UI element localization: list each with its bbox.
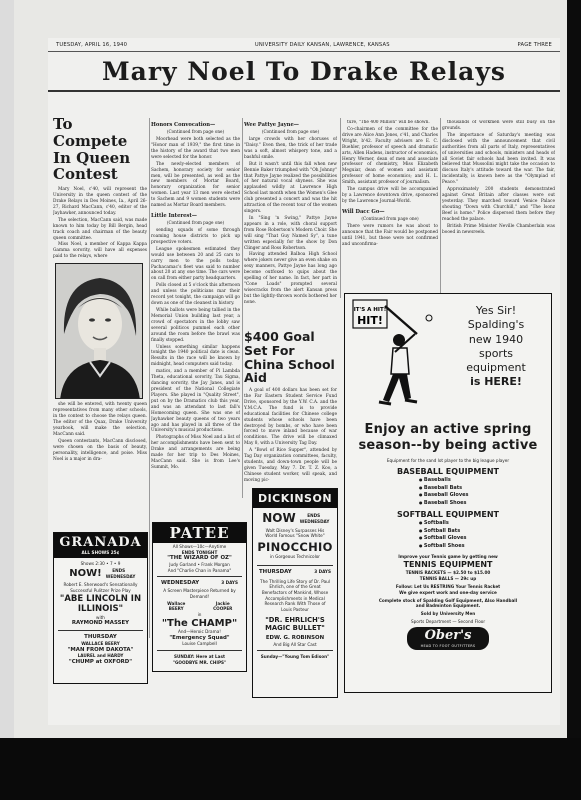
divider xyxy=(257,650,333,651)
baseball-illustration xyxy=(345,294,441,420)
story-subhead: Little Interest— xyxy=(151,213,197,220)
patee-days: 3 DAYS xyxy=(221,580,238,586)
story-subhead: Wee Pattye Jayne— xyxy=(244,122,299,128)
continued-note: (Continued from page one) xyxy=(361,216,419,222)
header-date: TUESDAY, APRIL 16, 1940 xyxy=(56,42,128,48)
dickinson-credit: Walt Disney's Surpasses His World Famous "Snow White" xyxy=(265,527,325,539)
story-paragraph: Approximately 200 students demonstrated against Great Britain after classes were out yesterday. They marched toward Venice Palace shouting "Down with Churchill," and "The Isonz Beef is home." Police dispersed them before they reached the palace. xyxy=(442,187,555,222)
lead-story xyxy=(53,116,147,534)
obers-sports-line: sports xyxy=(478,346,513,360)
column-five xyxy=(442,120,555,304)
divider xyxy=(257,565,333,566)
dickinson-theater-ad xyxy=(252,488,338,698)
obers-sporting-goods-ad xyxy=(344,293,552,693)
list-item: ● Softball Bats xyxy=(419,528,551,536)
patee-cast-2: And "Charlie Chan in Panama" xyxy=(167,567,232,573)
granada-times: Shows 2:30 • 7 • 9 xyxy=(80,560,121,566)
obers-improve: Improve your Tennis game by getting new xyxy=(398,554,498,560)
batter-icon xyxy=(345,294,441,420)
obers-tennis-heading: TENNIS EQUIPMENT xyxy=(403,559,493,569)
obers-service: We give expert work and one-day service xyxy=(399,589,497,595)
newspaper-page xyxy=(48,38,560,725)
story-paragraph: Miss Noel, a member of Kappa Kappa Gamma sorority, will have all expenses paid to the relays, where xyxy=(53,242,147,260)
story-paragraph: ture, "The 400 Million" will be shown. xyxy=(347,120,430,125)
obers-logo xyxy=(407,627,489,649)
story-paragraph: While ballots were being tallied in the Memorial Union building last year, a crowd of spectators in the lobby saw several politicos pummel each other around the room before the brawl was finally stopped. xyxy=(151,307,240,343)
story-paragraph: Mary Noel, c'40, will represent the University in the queen contest of the Drake Relays in Des Moines, Ia., April 26-27, Richard MacCann, c'40, editor of the Jayhawker, announced today. xyxy=(53,187,147,216)
column-rule xyxy=(149,118,150,638)
column-rule xyxy=(440,118,441,298)
granada-star: RAYMOND MASSEY xyxy=(71,620,130,627)
story-paragraph: Queen contestants, MacCann disclosed, were chosen on the basis of beauty, personality, intelligence, and poise. Miss Noel is a major in dra- xyxy=(53,438,147,462)
column-rule xyxy=(340,118,341,298)
obers-balls: TENNIS BALLS — 29c up xyxy=(419,575,477,581)
obers-golf: Complete stock of Spalding Golf Equipment, Also Handball and Badminton Equipment. xyxy=(378,597,518,609)
header-page: PAGE THREE xyxy=(517,42,552,48)
story-paragraph: Moorhead were both selected as the "Honor man of 1939," the first time in the history of the award that two men were selected for the honor. xyxy=(151,136,240,160)
page-header xyxy=(48,38,560,52)
patee-title-1: "THE WIZARD OF OZ" xyxy=(167,555,232,562)
story-paragraph: she will be entered, with twenty queen representatives from many other schools, in the contest to choose the relays queen. The editor of the Quax, Drake University yearbook, will make the selection, MacCann said. xyxy=(53,402,147,437)
list-item: ● Baseballs xyxy=(419,477,551,485)
dickinson-star: EDW. G. ROBINSON xyxy=(265,634,325,641)
story-paragraph: Photographs of Miss Noel and a list of her accomplishments have been sent to Drake and arrangements are being made for her trip to Des Moines, MacCann said. She is from Lee's Summit, Mo. xyxy=(151,435,240,470)
portrait-photo xyxy=(55,263,143,399)
patee-second-feature: And—Heroic Drama! xyxy=(178,629,221,635)
obers-department: Sports Department — Second Floor xyxy=(410,618,486,624)
obers-year-line: new 1940 xyxy=(468,332,524,346)
softball-list xyxy=(345,520,551,550)
obers-logo-text: Ober's xyxy=(424,628,472,644)
dickinson-title: PINOCCHIO xyxy=(257,540,333,555)
dickinson-title-2: "DR. EHRLICH'S MAGIC BULLET" xyxy=(265,615,325,633)
divider xyxy=(157,576,242,577)
obers-baseball-heading: BASEBALL EQUIPMENT xyxy=(397,467,499,477)
microfilm-page xyxy=(14,0,567,738)
obers-restring: Follow: Let Us RESTRING Your Tennis Racket xyxy=(395,584,501,590)
story-paragraph: British Prime Minister Neville Chamberlain was booed in newsreels. xyxy=(442,223,555,235)
obers-yes-sir: Yes Sir! xyxy=(475,304,517,317)
granada-title-3: "CHUMP at OXFORD" xyxy=(68,658,133,665)
list-item: ● Baseball Bats xyxy=(419,485,551,493)
granada-ends: ENDS WEDNESDAY xyxy=(105,568,136,580)
dickinson-ends: ENDS WEDNESDAY xyxy=(299,513,330,524)
list-item: ● Baseball Shoes xyxy=(419,500,551,508)
granada-star-2: WALLACE BEERY xyxy=(81,640,120,646)
list-item: ● Softball Gloves xyxy=(419,535,551,543)
patee-title-3: "Emergency Squad" xyxy=(169,634,230,641)
granada-title: "ABE LINCOLN IN ILLINOIS" xyxy=(59,594,142,614)
story-subhead: Honors Convocation— xyxy=(151,122,216,128)
obers-here-line: is HERE! xyxy=(470,375,522,389)
patee-theater-ad xyxy=(152,522,247,672)
patee-wednesday: WEDNESDAY xyxy=(161,580,200,587)
patee-title-2: "The CHAMP" xyxy=(161,617,238,629)
story-paragraph: The newly-elected members of Sachem, honorary society for senior men, will be presented, as well as the new members of Mortar Board, honorary organization for senior women. Last year 13 men were elected to Sachem and 9 women students were named as Mortar Board members. xyxy=(151,161,240,209)
dickinson-name: DICKINSON xyxy=(253,489,337,508)
story-paragraph: Unless something similar happens tonight the 1940 political date is clean. Results in the race will be known by midnight, head computers said today. xyxy=(151,344,240,368)
list-item: ● Baseball Gloves xyxy=(419,492,551,500)
column-four xyxy=(342,120,438,304)
dickinson-now: NOW xyxy=(262,511,296,525)
patee-cast-1: Judy Garland • Frank Morgan xyxy=(169,562,230,568)
granada-theater-ad xyxy=(53,532,148,684)
dickinson-tech: in Gorgeous Technicolor xyxy=(269,554,321,560)
obers-sold-by: Sold by University Men xyxy=(420,610,476,616)
story-paragraph: matics, and a member of Pi Lambda Theta, educational sorority, Tau Sigma, dancing sorority, the Jay Janes, and is president of the National Collegiate Players. She played in "Quality Street", put on by the Dramatics club this year, and was an attendant to last fall's Homecoming queen. She was one of Jayhawker beauty queens of two years ago and has played in all three of the University's musical productions. xyxy=(151,369,240,434)
microfilm-border xyxy=(0,738,581,800)
dickinson-cast: And Big All Star Cast xyxy=(273,641,317,647)
story-paragraph: The selection, MacCann said, was made known to him today by Bill Bergin, head track coach and chairman of the beauty queen committee. xyxy=(53,217,147,241)
divider xyxy=(157,650,242,651)
patee-title-4: "GOODBYE MR. CHIPS" xyxy=(172,659,227,665)
story-paragraph: The campus drive will be accompanied by a Lawrence downtown drive, sponsored by the Lawrence Journal-World. xyxy=(342,187,438,204)
granada-price: ALL SHOWS 25¢ xyxy=(54,550,147,558)
header-paper: UNIVERSITY DAILY KANSAN, LAWRENCE, KANSAS xyxy=(254,42,390,48)
continued-note: (Continued from page one) xyxy=(261,129,320,135)
column-rule xyxy=(242,118,243,498)
dickinson-thursday: THURSDAY xyxy=(259,569,292,576)
patee-name: PATEE xyxy=(153,523,246,543)
story-paragraph: sending squads of some through roaming house districts to pick up prospective voters. xyxy=(151,228,240,245)
column-two xyxy=(151,120,240,552)
patee-in: in xyxy=(197,611,202,617)
portrait-image xyxy=(56,264,143,399)
binding-rail xyxy=(0,0,14,738)
granada-name: GRANADA xyxy=(54,533,147,550)
lead-story-headline: To Compete In Queen Contest xyxy=(53,116,131,184)
granada-title-2: "MAN FROM DAKOTA" xyxy=(67,646,134,653)
story-paragraph: A goal of 400 dollars has been set for the Far Eastern Student Service Fund Drive, sponsored by the Y.W. C.A. and the Y.M.C.A. The fund is to provide educational facilities for Chinese college students whose schools have been destroyed by bombs, or who have been forced to move inland because of war conditions. The drive will be climaxed May 8, with a University Tag Day. xyxy=(244,388,337,447)
granada-credit: Robert E. Sherwood's Sensationally Successful Pulitzer Prize Play xyxy=(63,581,138,593)
dickinson-sunday: Sunday—"Young Tom Edison" xyxy=(260,654,330,660)
patee-actor-1: Wallace BEERY xyxy=(167,600,186,612)
list-item: ● Softball Shoes xyxy=(419,543,551,551)
obers-enjoy-headline: Enjoy an active spring season--by being active xyxy=(358,422,538,454)
patee-sunday: SUNDAY: Here at Last xyxy=(173,654,226,660)
column-three xyxy=(244,120,337,330)
patee-actor-2: Jackie COOPER xyxy=(213,600,233,612)
dickinson-blurb: The Thrilling Life Story of Dr. Paul Ehrlich, one of the Great Benefactors of Mankind, Whose Accomplishments in Medical Research Rank With Those of Louis Pasteur xyxy=(260,578,330,613)
granada-now: NOW! xyxy=(69,568,102,580)
continued-note: (Continued from page one) xyxy=(166,129,225,135)
story-subhead: Will Dacc Go— xyxy=(342,208,385,215)
patee-ends: ENDS TONIGHT xyxy=(181,549,218,555)
story-paragraph: The importance of Saturday's meeting was disclosed with the announcement that civil authorities from all parts of Italy, representatives of universities and schools, ministers and heads of all Soviet fair schools had been invited. It was believed that Mussolini might take the occasion to discuss Italy's attitude toward the war. The fair, incidentally, is known here as the "Olympiad of Peace." xyxy=(442,132,555,186)
svg-text:HIT!: HIT! xyxy=(357,314,383,327)
obers-subline: Equipment for the sand lot player to the big league player xyxy=(386,457,510,463)
patee-title-3-star: Louise Campbell xyxy=(182,641,217,647)
obers-equipment-line: equipment xyxy=(466,361,526,375)
story-paragraph: thousands of workmen were still busy on the grounds. xyxy=(442,120,555,131)
hit-sign-top: IT'S A HIT! xyxy=(353,307,387,313)
obers-rackets: TENNIS RACKETS — $2.50 to $15.00 xyxy=(405,569,491,575)
dickinson-days: 3 DAYS xyxy=(314,569,331,575)
story-paragraph: There were rumors he was about to announce that the Fair would be postponed until 1941, but these were not confirmed and unconfirma- xyxy=(342,223,438,247)
story-paragraph: In "Sing 'n Swing," Pattye Jayne appears in a role, with choral support from Rose Robertson's Modern Choir. She will sing "That Guy Named Sy", a tune written especially for the show by Don Clinger and Ross Robertson. xyxy=(244,215,337,251)
obers-logo-tagline: HEAD TO FOOT OUTFITTERS xyxy=(420,643,476,648)
granada-star-3: LAUREL and HARDY xyxy=(77,653,124,659)
divider xyxy=(58,630,143,631)
story-paragraph: Co-chairmen of the committee for the drive are Alice Ann Jones, c'41, and Charles Wright, b'42. Faculty advisers are E. C. Buehler, professor of speech and dramatic arts, Allen Hadens, instructor of economics, Henry Werner, dean of men and associate professor of chemistry, Miss Elizabeth Meguiar, dean of women and assistant professor of home economics; and H. L. Smith, assistant professor of journalism. xyxy=(342,126,438,186)
list-item: ● Softballs xyxy=(419,520,551,528)
story-paragraph: A "Bowl of Rice Supper", attended by Tag Day organization committees, faculty, students, and down-town people will be given Tuesday, May 7. Dr. T. Z. Koo, a Chinese student worker, will speak, and moving pic- xyxy=(244,448,337,483)
story-paragraph: large crowds with her choruses of "Daisy." Even then, the trick of her trade was a soft, almost whispery tone, and a bashful smile. xyxy=(244,136,337,160)
story-paragraph: League spokesmen estimated they would use between 20 and 25 cars to carry men to the polls today. Pachacamac's fleet was said to number about 20 at any one time. The cars were on call from either party headquarters. xyxy=(151,246,240,282)
china-headline: $400 Goal Set For China School Aid xyxy=(244,330,335,386)
china-aid-story xyxy=(244,330,337,486)
story-paragraph: Polls closed at 5 o'clock this afternoon and unless the politicians mar their record yet tonight, the campaign will go down as one of the cleanest in history. xyxy=(151,283,240,307)
banner-headline: Mary Noel To Drake Relays xyxy=(48,52,560,92)
story-paragraph: But it wasn't until this fall when new Bennie Baker triumphed with "Oh Johnny" that Pattye Jayne realized the possibilities of her natural vocal shyness. She was applauded wildly at Lawrence High School last month when the Women's Glee club presented a concert and was the hit attraction of the recent tour of the women singers. xyxy=(244,161,337,215)
story-paragraph: Having attended Balboa High School where jokers never give an even shake on sexy manners, Pattye Jayne has long ago become outfoxed to quips about the spelling of her name. In fact, her part in "Cone Loads" prompted several wisecracks from the alert Kansan press but the lightly-thrown words bothered her none. xyxy=(244,252,337,305)
granada-thursday: THURSDAY xyxy=(84,634,117,641)
obers-softball-heading: SOFTBALL EQUIPMENT xyxy=(397,510,499,520)
patee-price: All Shows—10c—Anytime xyxy=(172,544,227,549)
continued-note: (Continued from page one) xyxy=(166,220,225,226)
patee-promo: A Screen Masterpiece Returned by Demand! xyxy=(163,588,236,599)
baseball-list xyxy=(345,477,551,507)
granada-with: with xyxy=(96,614,105,620)
obers-brand-line: Spalding's xyxy=(467,318,525,332)
